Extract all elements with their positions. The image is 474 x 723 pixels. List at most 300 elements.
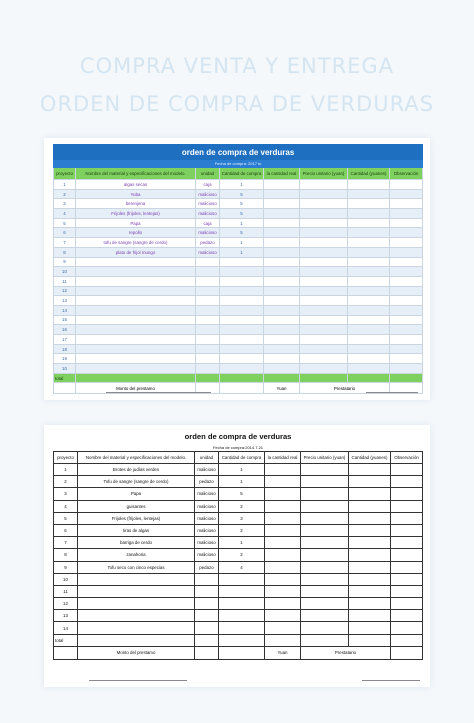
- actual-quantity: [265, 500, 301, 512]
- item-unit: malicioso: [195, 512, 219, 524]
- row-number: 4: [54, 209, 76, 219]
- row-number: 7: [54, 238, 76, 248]
- item-unit: malicioso: [196, 228, 220, 238]
- remarks: [391, 512, 423, 524]
- row-number: 10: [54, 267, 76, 277]
- table-row: [54, 325, 423, 335]
- item-name: [76, 305, 196, 315]
- amount: [349, 610, 391, 622]
- amount: [348, 238, 390, 248]
- item-quantity: 2: [219, 549, 265, 561]
- item-unit: malicioso: [195, 500, 219, 512]
- amount: [348, 228, 390, 238]
- table-row: [54, 610, 423, 622]
- table-row: [54, 209, 423, 219]
- item-unit: malicioso: [196, 247, 220, 257]
- remarks: [391, 585, 423, 597]
- table-row: [54, 180, 423, 190]
- item-unit: malicioso: [195, 488, 219, 500]
- column-header: la cantidad real: [264, 168, 300, 180]
- unit-price: [301, 622, 349, 634]
- unit-price: [300, 257, 348, 267]
- item-unit: [196, 325, 220, 335]
- table-row: [54, 218, 423, 228]
- remarks: [390, 267, 423, 277]
- row-number: 9: [54, 257, 76, 267]
- column-header: la cantidad real: [265, 452, 301, 464]
- item-unit: [195, 622, 219, 634]
- row-number: 10: [54, 364, 76, 374]
- amount: [348, 344, 390, 354]
- item-quantity: 1: [220, 180, 264, 190]
- purchase-order-table-plain: [53, 429, 423, 660]
- item-unit: pedazo: [195, 561, 219, 573]
- actual-quantity: [264, 267, 300, 277]
- row-number: 3: [54, 199, 76, 209]
- item-quantity: [219, 573, 265, 585]
- item-unit: malicioso: [196, 199, 220, 209]
- table-row: [54, 335, 423, 345]
- item-quantity: [219, 622, 265, 634]
- table-row: [54, 585, 423, 597]
- remarks: [390, 315, 423, 325]
- actual-quantity: [265, 622, 301, 634]
- item-name: algas secas: [76, 180, 196, 190]
- remarks: [390, 189, 423, 199]
- item-name: Papa: [76, 218, 196, 228]
- actual-quantity: [264, 247, 300, 257]
- amount: [348, 354, 390, 364]
- unit-price: [300, 189, 348, 199]
- preview-card-colored[interactable]: [44, 138, 430, 400]
- signature-line: [89, 680, 187, 681]
- actual-quantity: [265, 476, 301, 488]
- item-unit: malicioso: [195, 537, 219, 549]
- row-number: 2: [54, 189, 76, 199]
- row-number: 12: [54, 286, 76, 296]
- table-row: [54, 296, 423, 306]
- row-number: 1: [54, 464, 78, 476]
- column-header: Cantidad (yuanes): [348, 168, 390, 180]
- item-unit: [196, 305, 220, 315]
- item-quantity: [220, 296, 264, 306]
- amount: [348, 315, 390, 325]
- item-unit: pedazo: [195, 476, 219, 488]
- row-number: 5: [54, 512, 78, 524]
- item-unit: pedazo: [196, 238, 220, 248]
- item-name: Brotes de judías verdes: [78, 464, 195, 476]
- item-name: [76, 344, 196, 354]
- item-unit: [195, 598, 219, 610]
- item-name: [78, 585, 195, 597]
- actual-quantity: [265, 512, 301, 524]
- unit-price: [301, 464, 349, 476]
- item-unit: [195, 573, 219, 585]
- item-name: tiras de algas: [78, 524, 195, 536]
- amount: [348, 305, 390, 315]
- actual-quantity: [265, 561, 301, 573]
- remarks: [390, 180, 423, 190]
- remarks: [391, 573, 423, 585]
- item-unit: [196, 267, 220, 277]
- remarks: [391, 622, 423, 634]
- unit-price: [300, 218, 348, 228]
- item-quantity: 1: [220, 238, 264, 248]
- remarks: [391, 476, 423, 488]
- amount: [348, 180, 390, 190]
- item-quantity: 2: [219, 524, 265, 536]
- item-name: [76, 364, 196, 374]
- item-unit: [196, 344, 220, 354]
- unit-price: [300, 238, 348, 248]
- amount: [349, 537, 391, 549]
- item-name: [76, 267, 196, 277]
- remarks: [390, 257, 423, 267]
- item-quantity: [220, 305, 264, 315]
- item-unit: [196, 257, 220, 267]
- unit-price: [300, 276, 348, 286]
- item-quantity: 5: [219, 488, 265, 500]
- column-header: Precio unitario (yuan): [300, 168, 348, 180]
- actual-quantity: [264, 335, 300, 345]
- amount: [349, 585, 391, 597]
- unit-price: [300, 247, 348, 257]
- column-header: Cantidad de compra: [220, 168, 264, 180]
- item-unit: [195, 610, 219, 622]
- actual-quantity: [265, 585, 301, 597]
- table-row: [54, 573, 423, 585]
- table-row: [54, 524, 423, 536]
- total-label: total: [54, 634, 78, 646]
- unit-price: [300, 180, 348, 190]
- amount: [348, 286, 390, 296]
- actual-quantity: [265, 488, 301, 500]
- actual-quantity: [264, 286, 300, 296]
- sheet-title: orden de compra de verduras: [184, 431, 292, 441]
- row-number: 12: [54, 598, 78, 610]
- item-quantity: [220, 354, 264, 364]
- actual-quantity: [264, 276, 300, 286]
- remarks: [390, 296, 423, 306]
- remarks: [390, 354, 423, 364]
- actual-quantity: [265, 549, 301, 561]
- remarks: [390, 344, 423, 354]
- item-unit: [196, 286, 220, 296]
- row-number: 5: [54, 218, 76, 228]
- row-number: 9: [54, 561, 78, 573]
- remarks: [390, 325, 423, 335]
- column-header: Observación: [390, 168, 423, 180]
- actual-quantity: [264, 218, 300, 228]
- item-quantity: 1: [220, 218, 264, 228]
- purchase-date: Fecha de compra: 2017 to: [54, 160, 423, 168]
- unit-price: [300, 364, 348, 374]
- unit-price: [300, 305, 348, 315]
- item-quantity: [220, 276, 264, 286]
- amount: [349, 512, 391, 524]
- column-header: Precio unitario (yuan): [301, 452, 349, 464]
- item-quantity: 5: [220, 189, 264, 199]
- actual-quantity: [264, 189, 300, 199]
- item-name: Tofu seco con cinco especias: [78, 561, 195, 573]
- remarks: [391, 561, 423, 573]
- item-name: [78, 622, 195, 634]
- item-name: [78, 598, 195, 610]
- item-name: Frijoles (frijoles, lentejas): [76, 209, 196, 219]
- item-name: barriga de cerdo: [78, 537, 195, 549]
- table-row: [54, 344, 423, 354]
- item-unit: malicioso: [195, 549, 219, 561]
- amount: [349, 622, 391, 634]
- table-row: [54, 537, 423, 549]
- hero-title-line1: COMPRA VENTA Y ENTREGA: [79, 54, 395, 78]
- unit-price: [300, 344, 348, 354]
- table-row: [54, 500, 423, 512]
- row-number: 8: [54, 247, 76, 257]
- signature-borrower-label: Prestatario: [301, 646, 391, 659]
- table-row: [54, 276, 423, 286]
- unit-price: [301, 549, 349, 561]
- row-number: 18: [54, 344, 76, 354]
- column-header: proyecto: [54, 168, 76, 180]
- item-name: [76, 286, 196, 296]
- remarks: [391, 537, 423, 549]
- unit-price: [301, 585, 349, 597]
- remarks: [391, 464, 423, 476]
- item-name: Yuba: [76, 189, 196, 199]
- item-unit: [196, 296, 220, 306]
- item-name: [78, 610, 195, 622]
- row-number: 17: [54, 335, 76, 345]
- column-header: Cantidad de compra: [219, 452, 265, 464]
- signature-line: [106, 392, 211, 393]
- unit-price: [301, 598, 349, 610]
- unit-price: [300, 296, 348, 306]
- actual-quantity: [264, 180, 300, 190]
- item-quantity: [220, 267, 264, 277]
- unit-price: [301, 561, 349, 573]
- item-unit: malicioso: [195, 464, 219, 476]
- amount: [348, 325, 390, 335]
- purchase-order-table-colored: [53, 144, 423, 394]
- hero-title: [0, 50, 474, 120]
- table-row: [54, 247, 423, 257]
- actual-quantity: [265, 524, 301, 536]
- item-name: plato de frijol mungo: [76, 247, 196, 257]
- item-quantity: [220, 344, 264, 354]
- amount: [348, 364, 390, 374]
- row-number: 11: [54, 276, 76, 286]
- row-number: 10: [54, 573, 78, 585]
- unit-price: [300, 354, 348, 364]
- remarks: [391, 488, 423, 500]
- row-number: 13: [54, 610, 78, 622]
- item-quantity: 1: [219, 464, 265, 476]
- signature-yuan-label: Yuan: [264, 383, 300, 394]
- sheet-plain: [53, 429, 422, 660]
- table-row: [54, 561, 423, 573]
- item-name: [76, 325, 196, 335]
- unit-price: [301, 476, 349, 488]
- item-name: [76, 257, 196, 267]
- remarks: [390, 364, 423, 374]
- table-row: [54, 189, 423, 199]
- item-name: Tofu de sangre (sangre de cerdo): [78, 476, 195, 488]
- item-quantity: 2: [219, 500, 265, 512]
- preview-card-plain[interactable]: [44, 425, 430, 687]
- table-row: [54, 364, 423, 374]
- item-quantity: [220, 257, 264, 267]
- table-row: [54, 464, 423, 476]
- amount: [348, 247, 390, 257]
- item-quantity: [220, 335, 264, 345]
- table-row: [54, 488, 423, 500]
- item-unit: [196, 364, 220, 374]
- item-quantity: 1: [219, 476, 265, 488]
- actual-quantity: [264, 209, 300, 219]
- table-row: [54, 622, 423, 634]
- table-row: [54, 598, 423, 610]
- actual-quantity: [265, 573, 301, 585]
- table-row: [54, 512, 423, 524]
- actual-quantity: [265, 537, 301, 549]
- remarks: [390, 238, 423, 248]
- row-number: 3: [54, 488, 78, 500]
- item-quantity: 1: [220, 247, 264, 257]
- actual-quantity: [264, 199, 300, 209]
- actual-quantity: [264, 325, 300, 335]
- table-row: [54, 354, 423, 364]
- unit-price: [301, 537, 349, 549]
- item-unit: [196, 315, 220, 325]
- actual-quantity: [264, 257, 300, 267]
- amount: [348, 335, 390, 345]
- signature-yuan-label: Yuan: [265, 646, 301, 659]
- remarks: [391, 549, 423, 561]
- item-unit: caja: [196, 218, 220, 228]
- amount: [349, 561, 391, 573]
- item-quantity: 5: [220, 209, 264, 219]
- unit-price: [300, 199, 348, 209]
- item-unit: malicioso: [196, 209, 220, 219]
- table-row: [54, 228, 423, 238]
- actual-quantity: [264, 364, 300, 374]
- item-unit: [195, 585, 219, 597]
- row-number: 4: [54, 500, 78, 512]
- table-row: [54, 476, 423, 488]
- item-name: [78, 573, 195, 585]
- item-name: tofu de sangre (sangre de cerdo): [76, 238, 196, 248]
- amount: [349, 549, 391, 561]
- amount: [348, 267, 390, 277]
- item-name: zanahoria: [78, 549, 195, 561]
- remarks: [390, 335, 423, 345]
- item-quantity: 5: [220, 199, 264, 209]
- item-name: guisantes: [78, 500, 195, 512]
- amount: [348, 257, 390, 267]
- actual-quantity: [264, 354, 300, 364]
- column-header: Nombre del material y especificaciones del modelo.: [78, 452, 195, 464]
- amount: [349, 500, 391, 512]
- row-number: 8: [54, 549, 78, 561]
- table-row: [54, 238, 423, 248]
- total-label: total: [54, 373, 76, 383]
- signature-line: [366, 392, 418, 393]
- remarks: [390, 218, 423, 228]
- table-row: [54, 257, 423, 267]
- unit-price: [300, 315, 348, 325]
- unit-price: [300, 286, 348, 296]
- unit-price: [301, 524, 349, 536]
- amount: [348, 209, 390, 219]
- amount: [349, 598, 391, 610]
- hero-title-line2: ORDEN DE COMPRA DE VERDURAS: [39, 92, 435, 116]
- signature-lender-label: Monto del prestamo: [78, 646, 195, 659]
- column-header: unidad: [196, 168, 220, 180]
- row-number: 14: [54, 622, 78, 634]
- item-quantity: [220, 325, 264, 335]
- amount: [348, 218, 390, 228]
- item-unit: malicioso: [195, 524, 219, 536]
- item-quantity: 4: [219, 561, 265, 573]
- amount: [349, 488, 391, 500]
- actual-quantity: [264, 344, 300, 354]
- row-number: 15: [54, 315, 76, 325]
- unit-price: [301, 500, 349, 512]
- item-unit: [196, 354, 220, 364]
- remarks: [391, 524, 423, 536]
- sheet-colored: [53, 144, 422, 394]
- row-number: 7: [54, 537, 78, 549]
- item-quantity: [219, 610, 265, 622]
- row-number: 19: [54, 354, 76, 364]
- column-header: Observación: [391, 452, 423, 464]
- table-row: [54, 549, 423, 561]
- unit-price: [301, 610, 349, 622]
- row-number: 14: [54, 305, 76, 315]
- actual-quantity: [264, 296, 300, 306]
- unit-price: [301, 573, 349, 585]
- row-number: 16: [54, 325, 76, 335]
- actual-quantity: [265, 464, 301, 476]
- item-unit: [196, 276, 220, 286]
- unit-price: [301, 488, 349, 500]
- signature-line: [362, 680, 420, 681]
- actual-quantity: [265, 598, 301, 610]
- item-quantity: [220, 286, 264, 296]
- item-name: [76, 315, 196, 325]
- item-quantity: 3: [219, 512, 265, 524]
- remarks: [391, 610, 423, 622]
- item-name: repollo: [76, 228, 196, 238]
- item-name: Frijoles (frijoles, lentejas): [78, 512, 195, 524]
- actual-quantity: [264, 305, 300, 315]
- row-number: 6: [54, 524, 78, 536]
- remarks: [390, 199, 423, 209]
- item-quantity: 5: [220, 228, 264, 238]
- remarks: [390, 209, 423, 219]
- unit-price: [301, 512, 349, 524]
- item-name: [76, 354, 196, 364]
- actual-quantity: [264, 315, 300, 325]
- remarks: [391, 598, 423, 610]
- signature-borrower-label: Prestatario: [300, 383, 390, 394]
- actual-quantity: [265, 610, 301, 622]
- amount: [348, 199, 390, 209]
- amount: [349, 573, 391, 585]
- item-unit: malicioso: [196, 189, 220, 199]
- item-name: Papa: [78, 488, 195, 500]
